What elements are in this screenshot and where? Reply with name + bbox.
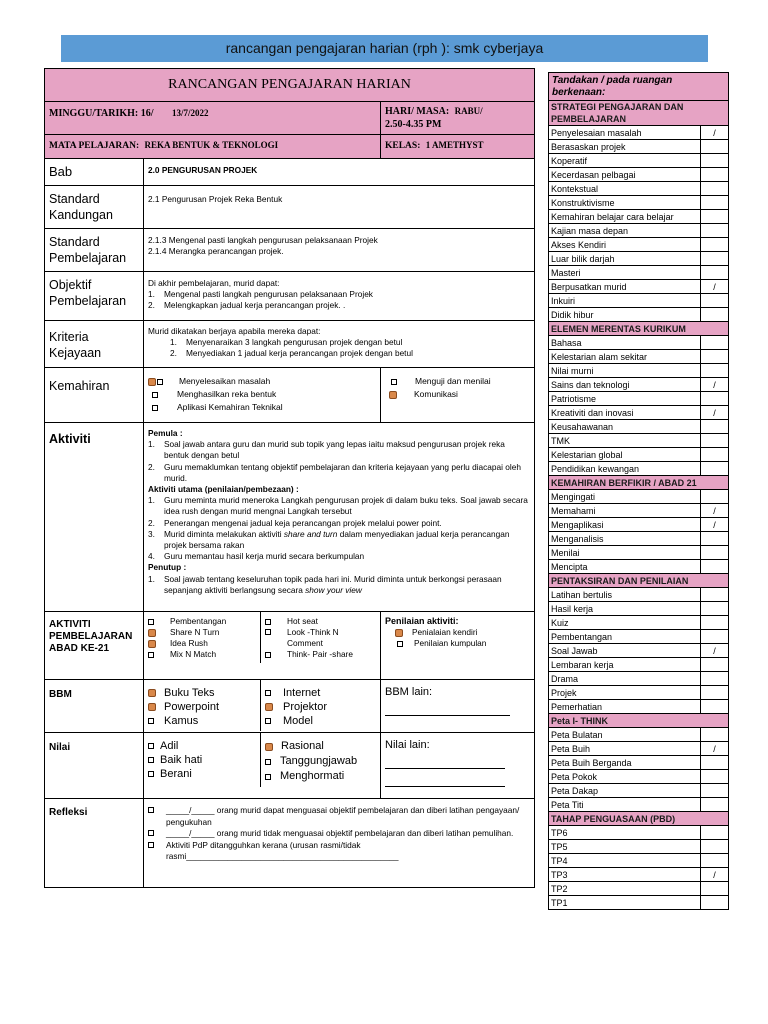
bab-label: Bab <box>45 159 144 186</box>
minggu-value: 16/ <box>140 108 154 119</box>
checklist-item-label: Peta Bulatan <box>549 728 701 742</box>
checklist-tick-box[interactable] <box>701 182 729 196</box>
checklist-item-label: Peta Pokok <box>549 770 701 784</box>
checkbox-icon[interactable] <box>265 629 271 635</box>
checkbox-icon[interactable] <box>265 652 271 658</box>
nilai-option: Adil <box>160 740 179 752</box>
marked-checkbox-icon[interactable] <box>265 743 273 751</box>
pemula-item: Guru memaklumkan tentang objektif pembelajaran dan kriteria kejayaan yang perlu diacapai oleh murid. <box>164 461 521 483</box>
page-banner: rancangan pengajaran harian (rph ): smk cyberjaya <box>61 35 708 62</box>
checklist-row <box>549 504 729 518</box>
checklist-item-label: TP3 <box>549 868 701 882</box>
checklist-tick-box[interactable] <box>701 784 729 798</box>
checklist-item-label: Peta Dakap <box>549 784 701 798</box>
checkbox-icon[interactable] <box>265 619 271 625</box>
checklist-section-header: ELEMEN MERENTAS KURIKUM <box>549 322 729 336</box>
checklist-tick-box[interactable] <box>701 336 729 350</box>
marked-checkbox-icon[interactable] <box>265 703 273 711</box>
marked-checkbox-icon[interactable] <box>148 689 156 697</box>
penilaian-option: Penialaian kendiri <box>412 627 478 637</box>
checklist-item-label: Kajian masa depan <box>549 224 701 238</box>
checklist-item-label: Projek <box>549 686 701 700</box>
checklist-item-label: Kuiz <box>549 616 701 630</box>
checklist-row <box>549 854 729 868</box>
checklist-item-label: Akses Kendiri <box>549 238 701 252</box>
checklist-tick-box[interactable] <box>701 630 729 644</box>
hari-value: RABU/ <box>454 106 483 116</box>
checklist-row <box>549 756 729 770</box>
nilai-label: Nilai <box>45 733 144 799</box>
checklist-row <box>549 224 729 238</box>
marked-checkbox-icon[interactable] <box>148 629 156 637</box>
nilai-lain-label: Nilai lain: <box>385 739 430 751</box>
checklist-tick-box[interactable] <box>701 154 729 168</box>
checklist-row <box>549 770 729 784</box>
kemahiran-option: Menghasilkan reka bentuk <box>177 389 277 399</box>
checkbox-icon[interactable] <box>148 830 154 836</box>
refleksi-content <box>144 799 535 888</box>
checklist-item-label: Luar bilik darjah <box>549 252 701 266</box>
checkbox-icon[interactable] <box>152 392 158 398</box>
checklist-item-label: TP5 <box>549 840 701 854</box>
bbm-option: Projektor <box>283 701 328 713</box>
checklist-tick-box[interactable] <box>701 462 729 476</box>
checklist-item-label: Nilai murni <box>549 364 701 378</box>
checklist-tick-box[interactable] <box>701 308 729 322</box>
tarikh-value: 13/7/2022 <box>172 108 209 118</box>
checkbox-icon[interactable] <box>148 619 154 625</box>
checklist-row <box>549 378 729 392</box>
checklist-row <box>549 238 729 252</box>
kelas-value: 1 AMETHYST <box>425 140 484 150</box>
checklist-row <box>549 406 729 420</box>
lesson-plan-table <box>44 68 535 888</box>
checklist-tick-box[interactable] <box>701 392 729 406</box>
checkbox-icon[interactable] <box>391 379 397 385</box>
abad-option: Mix N Match <box>170 649 217 659</box>
checklist-tick-box[interactable] <box>701 434 729 448</box>
checklist-item-label: TP2 <box>549 882 701 896</box>
marked-checkbox-icon[interactable] <box>148 640 156 648</box>
checkbox-icon[interactable] <box>397 641 403 647</box>
checklist-row <box>549 532 729 546</box>
checklist-row <box>549 126 729 140</box>
bbm-option: Internet <box>283 687 321 699</box>
nilai-lain-line[interactable] <box>385 773 505 787</box>
checklist-tick-box[interactable] <box>701 798 729 812</box>
checklist-row <box>549 630 729 644</box>
kelas-cell <box>381 135 535 159</box>
checklist-row <box>549 154 729 168</box>
abad-option: Think- Pair -share <box>287 649 353 659</box>
utama-title: Aktiviti utama (penilaian/pembezaan) : <box>148 484 299 495</box>
checklist-row <box>549 742 729 756</box>
checklist-section-header: TAHAP PENGUASAAN (PBD) <box>549 812 729 826</box>
masa-value: 2.50-4.35 PM <box>385 119 442 130</box>
checklist-row <box>549 546 729 560</box>
refleksi-item: Aktiviti PdP ditangguhkan kerana (urusan rasmi/tidak rasmi______________________________________________ <box>166 839 399 861</box>
checklist-item-label: Pemerhatian <box>549 700 701 714</box>
abad-option: Share N Turn <box>170 627 220 637</box>
nilai-col2 <box>260 733 380 787</box>
checklist-row <box>549 658 729 672</box>
checklist-row <box>549 350 729 364</box>
abad-options <box>144 612 381 680</box>
checklist-item-label: Peta Buih <box>549 742 701 756</box>
checkbox-icon[interactable] <box>148 807 154 813</box>
marked-checkbox-icon[interactable] <box>148 703 156 711</box>
penilaian-cell <box>381 612 535 680</box>
pemula-item: Soal jawab antara guru dan murid sub topik yang lepas iaitu maksud pengurusan projek reka bentuk dengan betul <box>164 439 505 461</box>
nilai-lain-cell <box>381 733 535 799</box>
hari-cell <box>381 102 535 135</box>
checklist-tick-box[interactable] <box>701 826 729 840</box>
checklist-tick-box[interactable] <box>701 756 729 770</box>
checklist-item-label: Mencipta <box>549 560 701 574</box>
checkbox-icon[interactable] <box>265 774 271 780</box>
checklist-row <box>549 672 729 686</box>
checkbox-icon[interactable] <box>265 718 271 724</box>
checklist-tick-box[interactable] <box>701 490 729 504</box>
utama-item: Guru meminta murid meneroka Langkah pengurusan projek di dalam buku teks. Soal jawab secara idea rush dengan murid mengnai Langkah tersebut <box>164 495 528 517</box>
checklist-row <box>549 588 729 602</box>
pemula-title: Pemula : <box>148 428 183 438</box>
checkbox-icon[interactable] <box>148 743 154 749</box>
nilai-option: Berani <box>160 768 192 780</box>
bbm-option: Buku Teks <box>164 687 215 699</box>
checklist-row <box>549 462 729 476</box>
sp-value <box>144 229 535 272</box>
obj-value: Di akhir pembelajaran, murid dapat: 1. Mengenal pasti langkah pengurusan pelaksanaan Projek 2. Melengkapkan jadual kerja perancangan projek. . <box>144 272 535 321</box>
checklist-tick-box[interactable] <box>701 420 729 434</box>
abad-label: AKTIVITI PEMBELAJARAN ABAD KE-21 <box>45 612 144 680</box>
checklist-item-label: Konstruktivisme <box>549 196 701 210</box>
checklist-item-label: Mengaplikasi <box>549 518 701 532</box>
checklist-row <box>549 840 729 854</box>
checklist-tick-box[interactable]: / <box>701 742 729 756</box>
abad-option: Look -Think N Comment <box>287 627 339 648</box>
checklist-item-label: TP4 <box>549 854 701 868</box>
checklist-item-label: Lembaran kerja <box>549 658 701 672</box>
bab-value: 2.0 PENGURUSAN PROJEK <box>144 159 535 186</box>
checklist-row <box>549 280 729 294</box>
checklist-row <box>549 196 729 210</box>
nilai-option: Menghormati <box>280 770 345 782</box>
checkbox-icon[interactable] <box>152 405 158 411</box>
checklist-tick-box[interactable] <box>701 252 729 266</box>
checklist-tick-box[interactable] <box>701 560 729 574</box>
checklist-row <box>549 896 729 910</box>
checkbox-icon[interactable] <box>148 757 154 763</box>
nilai-lain-line[interactable] <box>385 759 505 769</box>
bbm-lain-cell <box>381 680 535 733</box>
checklist-item-label: Peta Titi <box>549 798 701 812</box>
checklist-tick-box[interactable] <box>701 224 729 238</box>
checklist-tick-box[interactable]: / <box>701 406 729 420</box>
checklist-tick-box[interactable] <box>701 350 729 364</box>
checklist-tick-box[interactable]: / <box>701 378 729 392</box>
checklist-tick-box[interactable] <box>701 882 729 896</box>
checklist-item-label: Kelestarian alam sekitar <box>549 350 701 364</box>
checklist-item-label: Didik hibur <box>549 308 701 322</box>
checklist-item-label: Kontekstual <box>549 182 701 196</box>
checkbox-icon[interactable] <box>148 842 154 848</box>
checklist-row <box>549 868 729 882</box>
checklist-section-header: PENTAKSIRAN DAN PENILAIAN <box>549 574 729 588</box>
penilaian-title: Penilaian aktiviti: <box>385 616 459 626</box>
marked-checkbox-icon[interactable] <box>389 391 397 399</box>
checklist-tick-box[interactable] <box>701 616 729 630</box>
kk-label: Kriteria Kejayaan <box>45 321 144 368</box>
checklist-row <box>549 644 729 658</box>
checklist-item-label: Masteri <box>549 266 701 280</box>
checklist-tick-box[interactable] <box>701 364 729 378</box>
checkbox-icon[interactable] <box>265 690 271 696</box>
sp-line: 2.1.3 Mengenal pasti langkah pengurusan pelaksanaan Projek <box>148 235 378 245</box>
checklist-tick-box[interactable] <box>701 658 729 672</box>
checklist-item-label: Koperatif <box>549 154 701 168</box>
penutup-title: Penutup : <box>148 562 187 573</box>
checklist-tick-box[interactable] <box>701 896 729 910</box>
checklist-tick-box[interactable] <box>701 294 729 308</box>
checklist-tick-box[interactable]: / <box>701 644 729 658</box>
minggu-label: MINGGU/TARIKH: <box>49 108 139 119</box>
checklist-tick-box[interactable] <box>701 770 729 784</box>
abad-option: Pembentangan <box>170 616 227 626</box>
checklist-item-label: Pendidikan kewangan <box>549 462 701 476</box>
kemahiran-option: Menguji dan menilai <box>415 376 491 386</box>
checklist-row <box>549 266 729 280</box>
checklist-row <box>549 392 729 406</box>
checklist-tick-box[interactable] <box>701 672 729 686</box>
checklist-row <box>549 518 729 532</box>
checklist-row <box>549 294 729 308</box>
checklist-row <box>549 882 729 896</box>
checklist-table <box>548 72 729 910</box>
obj-intro: Di akhir pembelajaran, murid dapat: <box>148 278 280 288</box>
kemahiran-option: Komunikasi <box>414 389 458 399</box>
checklist-tick-box[interactable]: / <box>701 868 729 882</box>
abad-col2 <box>260 612 380 663</box>
checklist-tick-box[interactable] <box>701 266 729 280</box>
checklist-tick-box[interactable] <box>701 238 729 252</box>
checklist-row <box>549 336 729 350</box>
checklist-tick-box[interactable] <box>701 448 729 462</box>
kk-item: Menyediakan 1 jadual kerja perancangan projek dengan betul <box>186 348 413 358</box>
nilai-option: Rasional <box>281 740 324 752</box>
bbm-option: Kamus <box>164 715 199 727</box>
checklist-item-label: TP1 <box>549 896 701 910</box>
checklist-item-label: Keusahawanan <box>549 420 701 434</box>
checklist-tick-box[interactable] <box>701 196 729 210</box>
checklist-row <box>549 252 729 266</box>
utama-item: Murid diminta melakukan aktiviti share and turn dalam menyediakan jadual kerja perancangan projek bersama rakan <box>164 528 510 551</box>
checklist-item-label: Peta Buih Berganda <box>549 756 701 770</box>
bbm-lain-label: BBM lain: <box>385 686 433 698</box>
checklist-item-label: Kreativiti dan inovasi <box>549 406 701 420</box>
obj-item: Melengkapkan jadual kerja perancangan projek. . <box>164 300 346 310</box>
obj-item: Mengenal pasti langkah pengurusan pelaksanaan Projek <box>164 289 373 299</box>
checklist-tick-box[interactable] <box>701 854 729 868</box>
kemahiran-label: Kemahiran <box>45 368 144 423</box>
checklist-row <box>549 420 729 434</box>
abad-col1 <box>144 612 260 663</box>
checklist-row <box>549 728 729 742</box>
kk-intro: Murid dikatakan berjaya apabila mereka dapat: <box>148 326 321 336</box>
checklist-item-label: Soal Jawab <box>549 644 701 658</box>
mata-value: REKA BENTUK & TEKNOLOGI <box>144 140 279 150</box>
penilaian-option: Penilaian kumpulan <box>414 638 487 648</box>
bbm-option: Powerpoint <box>164 701 220 713</box>
checklist-item-label: Latihan bertulis <box>549 588 701 602</box>
checklist-tick-box[interactable] <box>701 728 729 742</box>
checklist-row <box>549 686 729 700</box>
checkbox-icon[interactable] <box>157 379 163 385</box>
sk-label: Standard Kandungan <box>45 186 144 229</box>
checklist-tick-box[interactable] <box>701 532 729 546</box>
checkbox-icon[interactable] <box>265 759 271 765</box>
kemahiran-option: Menyelesaikan masalah <box>179 376 271 386</box>
aktiviti-label: Aktiviti <box>45 423 144 612</box>
checklist-tick-box[interactable] <box>701 700 729 714</box>
checklist-item-label: Berasaskan projek <box>549 140 701 154</box>
checklist-row <box>549 168 729 182</box>
checklist-tick-box[interactable] <box>701 168 729 182</box>
bbm-options <box>144 680 381 733</box>
abad-option: Idea Rush <box>170 638 208 648</box>
checklist-row <box>549 364 729 378</box>
bbm-option: Model <box>283 715 313 727</box>
checklist-row <box>549 700 729 714</box>
checklist-row <box>549 182 729 196</box>
checklist-tick-box[interactable] <box>701 602 729 616</box>
marked-checkbox-icon[interactable] <box>148 378 156 386</box>
checkbox-icon[interactable] <box>148 652 154 658</box>
aktiviti-content: Pemula : 1. Soal jawab antara guru dan murid sub topik yang lepas iaitu maksud pengurusan projek reka bentuk dengan betul 2. Guru memaklumkan tentang objektif pembelajaran dan kriteria kejayaan yang perlu diacapai oleh murid. Aktiviti utama (penilaian/pembezaan) : 1. Guru meminta murid meneroka Langkah pengurusan projek di dalam buku teks. Soal jawab secara idea rush dengan murid mengnai Langkah tersebut 2. Penerangan mengenai jadual keja perancangan projek melalui power point. 3. Murid diminta melakukan aktiviti share and turn dalam menyediakan jadual kerja perancangan projek bersama rakan 4. Guru memantau hasil kerja murid secara berkumpulan Penutup : 1. Soal jawab tentang keseluruhan topik pada hari ini. Murid diminta untuk berkongsi perasaan sepanjang aktiviti berlangsung secara show your view <box>144 423 535 612</box>
checkbox-icon[interactable] <box>148 771 154 777</box>
checklist-row <box>549 602 729 616</box>
checklist-tick-box[interactable] <box>701 686 729 700</box>
checklist-item-label: Menganalisis <box>549 532 701 546</box>
kk-item: Menyenaraikan 3 langkah pengurusan projek dengan betul <box>186 337 403 347</box>
checklist-row <box>549 434 729 448</box>
kelas-label: KELAS: <box>385 141 421 151</box>
abad-option: Hot seat <box>287 616 318 626</box>
checklist-tick-box[interactable] <box>701 840 729 854</box>
checklist-item-label: Berpusatkan murid <box>549 280 701 294</box>
checklist-item-label: Kelestarian global <box>549 448 701 462</box>
nilai-options <box>144 733 381 799</box>
checklist-row <box>549 798 729 812</box>
checklist-tick-box[interactable]: / <box>701 126 729 140</box>
nilai-col1 <box>144 733 260 787</box>
checklist-row <box>549 826 729 840</box>
utama-item: Guru memantau hasil kerja murid secara berkumpulan <box>164 551 365 562</box>
checklist-item-label: Kemahiran belajar cara belajar <box>549 210 701 224</box>
checklist-tick-box[interactable] <box>701 588 729 602</box>
bbm-col1 <box>144 680 260 731</box>
checklist-tick-box[interactable] <box>701 140 729 154</box>
checklist-title: Tandakan / pada ruangan berkenaan: <box>549 73 729 101</box>
checklist-tick-box[interactable]: / <box>701 518 729 532</box>
utama-item: Penerangan mengenai jadual keja perancangan projek melalui power point. <box>164 517 442 528</box>
checklist-item-label: Hasil kerja <box>549 602 701 616</box>
checklist-item-label: TMK <box>549 434 701 448</box>
checklist-section-header: KEMAHIRAN BERFIKIR / ABAD 21 <box>549 476 729 490</box>
kemahiran-option: Aplikasi Kemahiran Teknikal <box>177 402 283 412</box>
sk-value: 2.1 Pengurusan Projek Reka Bentuk <box>144 186 535 229</box>
mata-label: MATA PELAJARAN: <box>49 141 140 151</box>
mata-cell <box>45 135 381 159</box>
checklist-item-label: TP6 <box>549 826 701 840</box>
refleksi-label: Refleksi <box>45 799 144 888</box>
minggu-cell <box>45 102 381 135</box>
kk-value: Murid dikatakan berjaya apabila mereka dapat: 1. Menyenaraikan 3 langkah pengurusan projek dengan betul 2. Menyediakan 1 jadual kerja perancangan projek dengan betul <box>144 321 535 368</box>
refleksi-item: _____/_____ orang murid dapat menguasai objektif pembelajaran dan diberi latihan pengayaan/ pengukuhan <box>166 805 520 827</box>
checklist-row <box>549 560 729 574</box>
checklist-item-label: Drama <box>549 672 701 686</box>
checklist-row <box>549 308 729 322</box>
checkbox-icon[interactable] <box>148 718 154 724</box>
marked-checkbox-icon[interactable] <box>395 629 403 637</box>
nilai-option: Baik hati <box>160 754 203 766</box>
checklist-tick-box[interactable] <box>701 546 729 560</box>
bbm-label: BBM <box>45 680 144 733</box>
kemahiran-left <box>144 368 381 423</box>
checklist-item-label: Pembentangan <box>549 630 701 644</box>
sp-line: 2.1.4 Merangka perancangan projek. <box>148 246 284 256</box>
checklist-tick-box[interactable] <box>701 210 729 224</box>
checklist-item-label: Mengingati <box>549 490 701 504</box>
checklist-item-label: Patriotisme <box>549 392 701 406</box>
checklist-row <box>549 490 729 504</box>
checklist-item-label: Menilai <box>549 546 701 560</box>
nilai-option: Tanggungjawab <box>280 755 358 767</box>
checklist-row <box>549 448 729 462</box>
refleksi-item: _____/_____ orang murid tidak menguasai objektif pembelajaran dan diberi latihan pemulihan. <box>166 828 514 838</box>
checklist-item-label: Kecerdasan pelbagai <box>549 168 701 182</box>
plan-title: RANCANGAN PENGAJARAN HARIAN <box>45 69 535 102</box>
checklist-item-label: Memahami <box>549 504 701 518</box>
sp-label: Standard Pembelajaran <box>45 229 144 272</box>
checklist-row <box>549 210 729 224</box>
checklist-row <box>549 616 729 630</box>
checklist-section-header: Peta I- THINK <box>549 714 729 728</box>
checklist-row <box>549 784 729 798</box>
hari-label: HARI/ MASA: <box>385 106 450 117</box>
checklist-section-header: STRATEGI PENGAJARAN DAN PEMBELAJARAN <box>549 101 729 126</box>
checklist-tick-box[interactable]: / <box>701 280 729 294</box>
bbm-lain-line[interactable] <box>385 704 510 716</box>
kemahiran-right <box>381 368 535 423</box>
checklist-item-label: Inkuiri <box>549 294 701 308</box>
checklist-item-label: Penyelesaian masalah <box>549 126 701 140</box>
penutup-item: Soal jawab tentang keseluruhan topik pada hari ini. Murid diminta untuk berkongsi perasaan sepanjang aktiviti berlangsung secara show your view <box>164 573 502 595</box>
checklist-item-label: Sains dan teknologi <box>549 378 701 392</box>
checklist-row <box>549 140 729 154</box>
checklist-tick-box[interactable]: / <box>701 504 729 518</box>
checklist-item-label: Bahasa <box>549 336 701 350</box>
obj-label: Objektif Pembelajaran <box>45 272 144 321</box>
bbm-col2 <box>260 680 380 731</box>
